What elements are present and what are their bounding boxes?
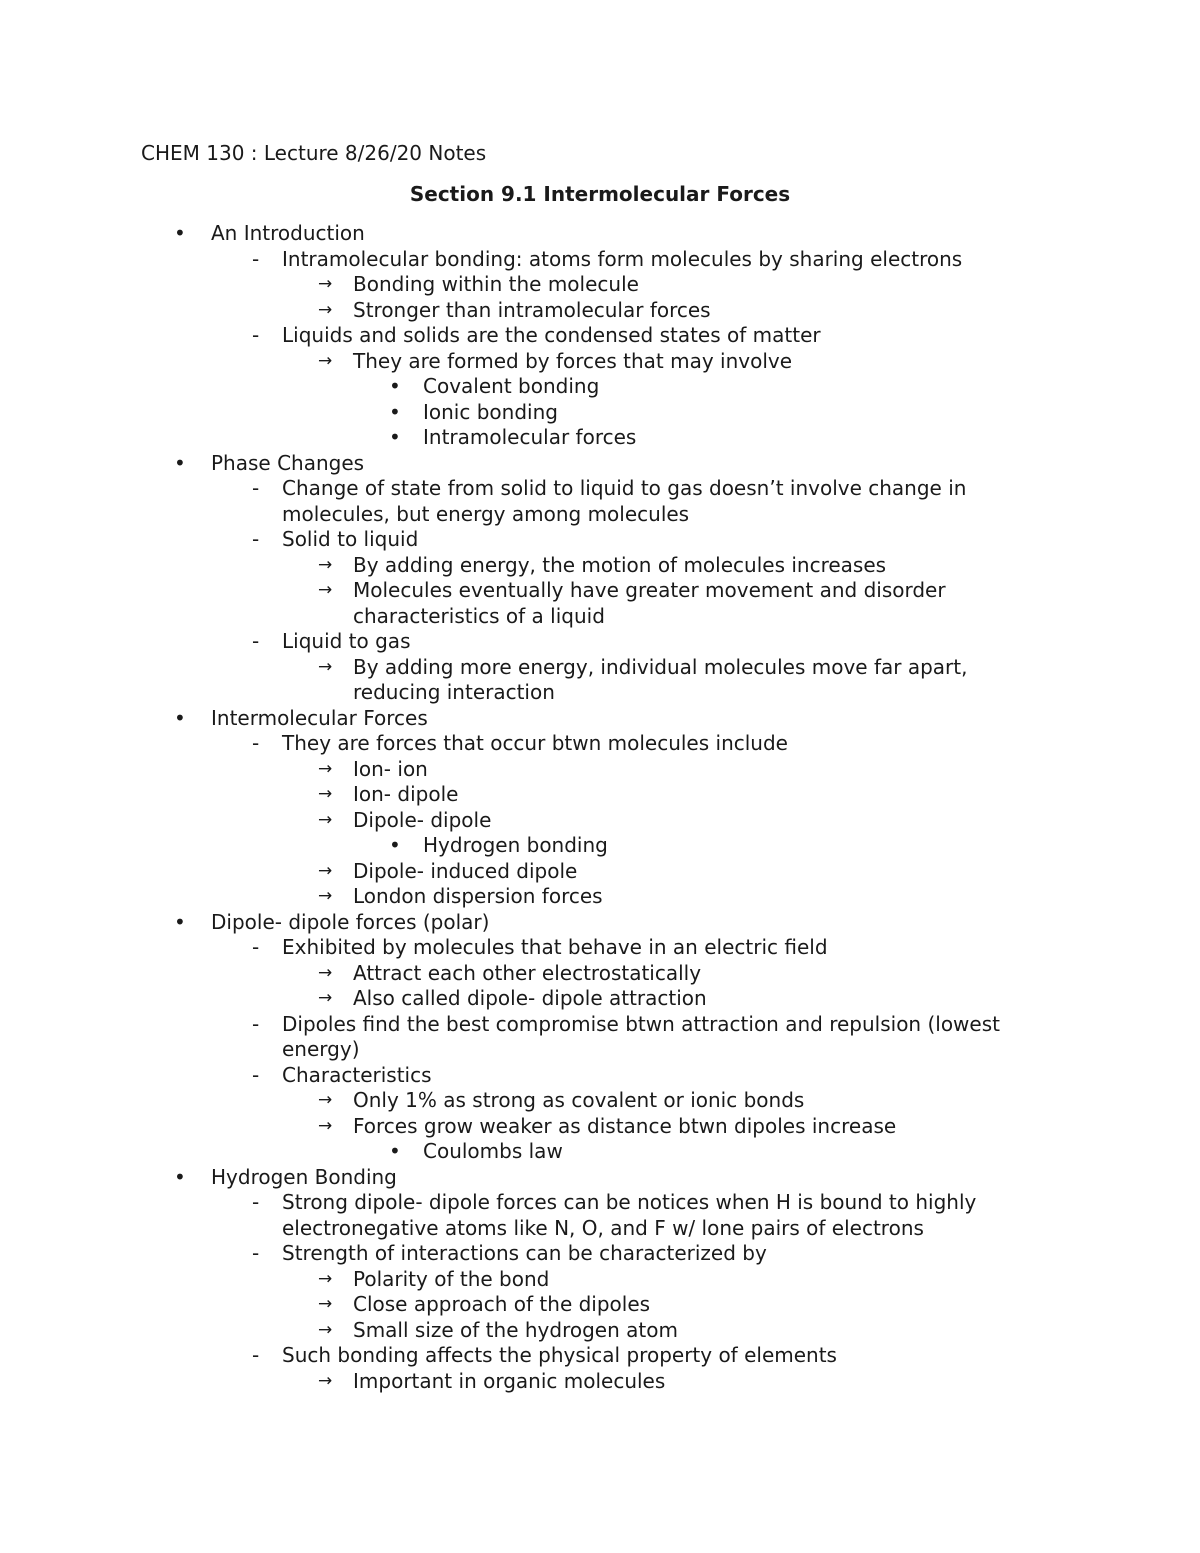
outline-item-text: molecules, but energy among molecules bbox=[282, 501, 690, 526]
outline-item-level-2 bbox=[0, 1037, 1200, 1063]
outline-item-level-1 bbox=[0, 221, 1200, 247]
outline-item-level-3 bbox=[0, 1267, 1200, 1293]
outline-item-level-3 bbox=[0, 553, 1200, 579]
outline-item-level-3 bbox=[0, 578, 1200, 604]
bullet-icon: • bbox=[389, 425, 401, 449]
outline-item-text: Intramolecular forces bbox=[423, 425, 637, 449]
outline-item-text: Forces grow weaker as distance btwn dipoles increase bbox=[353, 1113, 897, 1138]
outline-item-level-4 bbox=[0, 833, 1200, 859]
outline-item-text: Hydrogen bonding bbox=[423, 833, 608, 857]
outline-item-text: Strong dipole- dipole forces can be notices when H is bound to highly bbox=[282, 1190, 977, 1214]
lecture-header: CHEM 130 : Lecture 8/26/20 Notes bbox=[141, 141, 487, 165]
outline-item-text: Attract each other electrostatically bbox=[353, 960, 702, 985]
outline-item-text: Liquids and solids are the condensed states of matter bbox=[282, 323, 821, 347]
arrow-right-icon: → bbox=[318, 350, 333, 371]
outline-item-level-3 bbox=[0, 986, 1200, 1012]
outline-item-text: Strength of interactions can be characterized by bbox=[282, 1241, 767, 1265]
outline-item-level-2 bbox=[0, 1012, 1200, 1038]
outline-item-text: Intramolecular bonding: atoms form molecules by sharing electrons bbox=[282, 246, 963, 271]
outline-item-text: Exhibited by molecules that behave in an electric field bbox=[282, 935, 828, 959]
outline-item-level-1 bbox=[0, 706, 1200, 732]
outline-item-level-3 bbox=[0, 859, 1200, 885]
outline-item-text: Hydrogen Bonding bbox=[211, 1164, 397, 1189]
bullet-icon: • bbox=[174, 1164, 186, 1189]
arrow-right-icon: → bbox=[318, 1370, 333, 1391]
outline-item-level-2 bbox=[0, 1241, 1200, 1267]
outline-item-level-2 bbox=[0, 323, 1200, 349]
outline-item-level-2 bbox=[0, 476, 1200, 502]
outline-item-level-4 bbox=[0, 425, 1200, 451]
dash-icon: - bbox=[252, 476, 260, 500]
bullet-icon: • bbox=[174, 705, 186, 730]
outline-item-text: Important in organic molecules bbox=[353, 1368, 666, 1393]
bullet-icon: • bbox=[389, 374, 401, 398]
outline-item-text: Intermolecular Forces bbox=[211, 705, 428, 730]
section-title: Section 9.1 Intermolecular Forces bbox=[409, 182, 791, 206]
outline-item-text: Molecules eventually have greater movement and disorder bbox=[353, 578, 946, 602]
outline-item-text: By adding more energy, individual molecules move far apart, bbox=[353, 654, 968, 679]
outline-item-level-4 bbox=[0, 374, 1200, 400]
arrow-right-icon: → bbox=[318, 274, 333, 294]
outline-item-text: An Introduction bbox=[211, 221, 365, 245]
outline-item-text: Only 1% as strong as covalent or ionic bonds bbox=[353, 1088, 805, 1112]
arrow-right-icon: → bbox=[318, 580, 333, 600]
dash-icon: - bbox=[252, 1011, 260, 1036]
outline-item-text: Dipoles find the best compromise btwn attraction and repulsion (lowest bbox=[282, 1011, 1000, 1036]
outline-item-level-2 bbox=[0, 935, 1200, 961]
arrow-right-icon: → bbox=[318, 656, 333, 677]
outline-item-text: Dipole- induced dipole bbox=[353, 858, 578, 883]
outline-item-text: Dipole- dipole bbox=[353, 807, 492, 832]
outline-item-level-3 bbox=[0, 1088, 1200, 1114]
arrow-right-icon: → bbox=[318, 554, 333, 575]
arrow-right-icon: → bbox=[318, 758, 333, 779]
outline-item-text: energy) bbox=[282, 1037, 360, 1061]
bullet-icon: • bbox=[389, 833, 401, 857]
arrow-right-icon: → bbox=[318, 1090, 333, 1110]
outline-item-text: Bonding within the molecule bbox=[353, 272, 639, 296]
bullet-icon: • bbox=[174, 221, 186, 245]
outline-item-text: Small size of the hydrogen atom bbox=[353, 1317, 678, 1342]
outline-item-level-2 bbox=[0, 527, 1200, 553]
outline-item-text: Dipole- dipole forces (polar) bbox=[211, 909, 490, 934]
outline-item-level-3 bbox=[0, 298, 1200, 324]
outline-item-text: Change of state from solid to liquid to gas doesn’t involve change in bbox=[282, 476, 967, 500]
outline-item-text: Ion- ion bbox=[353, 756, 428, 781]
outline-item-level-2 bbox=[0, 1343, 1200, 1369]
arrow-right-icon: → bbox=[318, 988, 333, 1008]
outline-item-text: electronegative atoms like N, O, and F w/ lone pairs of electrons bbox=[282, 1215, 924, 1240]
arrow-right-icon: → bbox=[318, 784, 333, 804]
notes-outline bbox=[0, 221, 1200, 1394]
outline-item-text: Polarity of the bond bbox=[353, 1266, 550, 1291]
outline-item-text: Ionic bonding bbox=[423, 399, 558, 424]
bullet-icon: • bbox=[389, 1139, 401, 1163]
dash-icon: - bbox=[252, 246, 260, 271]
outline-item-level-3 bbox=[0, 757, 1200, 783]
dash-icon: - bbox=[252, 323, 260, 347]
outline-item-level-2 bbox=[0, 1190, 1200, 1216]
outline-item-level-3 bbox=[0, 808, 1200, 834]
arrow-right-icon: → bbox=[318, 1319, 333, 1340]
outline-item-text: Also called dipole- dipole attraction bbox=[353, 986, 707, 1010]
outline-item-text: Ion- dipole bbox=[353, 782, 459, 806]
dash-icon: - bbox=[252, 527, 260, 551]
outline-item-level-3 bbox=[0, 1369, 1200, 1395]
outline-item-level-3 bbox=[0, 1292, 1200, 1318]
outline-item-text: characteristics of a liquid bbox=[353, 603, 605, 628]
outline-item-level-3 bbox=[0, 961, 1200, 987]
outline-item-level-2 bbox=[0, 1216, 1200, 1242]
outline-item-level-2 bbox=[0, 731, 1200, 757]
outline-item-text: London dispersion forces bbox=[353, 884, 603, 908]
dash-icon: - bbox=[252, 731, 260, 755]
outline-item-text: reducing interaction bbox=[353, 680, 555, 704]
arrow-right-icon: → bbox=[318, 962, 333, 983]
outline-item-text: They are formed by forces that may involve bbox=[353, 348, 793, 373]
bullet-icon: • bbox=[174, 909, 186, 934]
outline-item-text: Liquid to gas bbox=[282, 629, 411, 653]
outline-item-text: Solid to liquid bbox=[282, 527, 419, 551]
outline-item-level-2 bbox=[0, 502, 1200, 528]
outline-item-level-3 bbox=[0, 680, 1200, 706]
outline-item-level-2 bbox=[0, 629, 1200, 655]
outline-item-level-3 bbox=[0, 884, 1200, 910]
outline-item-level-1 bbox=[0, 910, 1200, 936]
outline-item-level-4 bbox=[0, 400, 1200, 426]
dash-icon: - bbox=[252, 1241, 260, 1265]
outline-item-level-1 bbox=[0, 1165, 1200, 1191]
dash-icon: - bbox=[252, 1343, 260, 1367]
arrow-right-icon: → bbox=[318, 886, 333, 906]
arrow-right-icon: → bbox=[318, 1268, 333, 1289]
outline-item-level-3 bbox=[0, 655, 1200, 681]
outline-item-level-2 bbox=[0, 1063, 1200, 1089]
outline-item-text: Close approach of the dipoles bbox=[353, 1292, 651, 1316]
outline-item-level-3 bbox=[0, 1318, 1200, 1344]
outline-item-level-3 bbox=[0, 272, 1200, 298]
outline-item-text: Stronger than intramolecular forces bbox=[353, 297, 711, 322]
outline-item-text: Coulombs law bbox=[423, 1139, 563, 1163]
outline-item-level-3 bbox=[0, 782, 1200, 808]
outline-item-text: They are forces that occur btwn molecules include bbox=[282, 731, 788, 755]
arrow-right-icon: → bbox=[318, 860, 333, 881]
arrow-right-icon: → bbox=[318, 1115, 333, 1136]
bullet-icon: • bbox=[389, 399, 401, 424]
outline-item-text: Such bonding affects the physical property of elements bbox=[282, 1343, 837, 1367]
outline-item-text: Characteristics bbox=[282, 1062, 432, 1087]
outline-item-level-3 bbox=[0, 604, 1200, 630]
bullet-icon: • bbox=[174, 450, 186, 475]
dash-icon: - bbox=[252, 629, 260, 653]
outline-item-text: Covalent bonding bbox=[423, 374, 600, 398]
dash-icon: - bbox=[252, 1190, 260, 1214]
outline-item-text: Phase Changes bbox=[211, 450, 365, 475]
arrow-right-icon: → bbox=[318, 299, 333, 320]
dash-icon: - bbox=[252, 935, 260, 959]
outline-item-level-2 bbox=[0, 247, 1200, 273]
outline-item-level-1 bbox=[0, 451, 1200, 477]
arrow-right-icon: → bbox=[318, 809, 333, 830]
outline-item-text: By adding energy, the motion of molecules increases bbox=[353, 552, 887, 577]
outline-item-level-3 bbox=[0, 349, 1200, 375]
dash-icon: - bbox=[252, 1062, 260, 1087]
outline-item-level-4 bbox=[0, 1139, 1200, 1165]
arrow-right-icon: → bbox=[318, 1294, 333, 1314]
outline-item-level-3 bbox=[0, 1114, 1200, 1140]
